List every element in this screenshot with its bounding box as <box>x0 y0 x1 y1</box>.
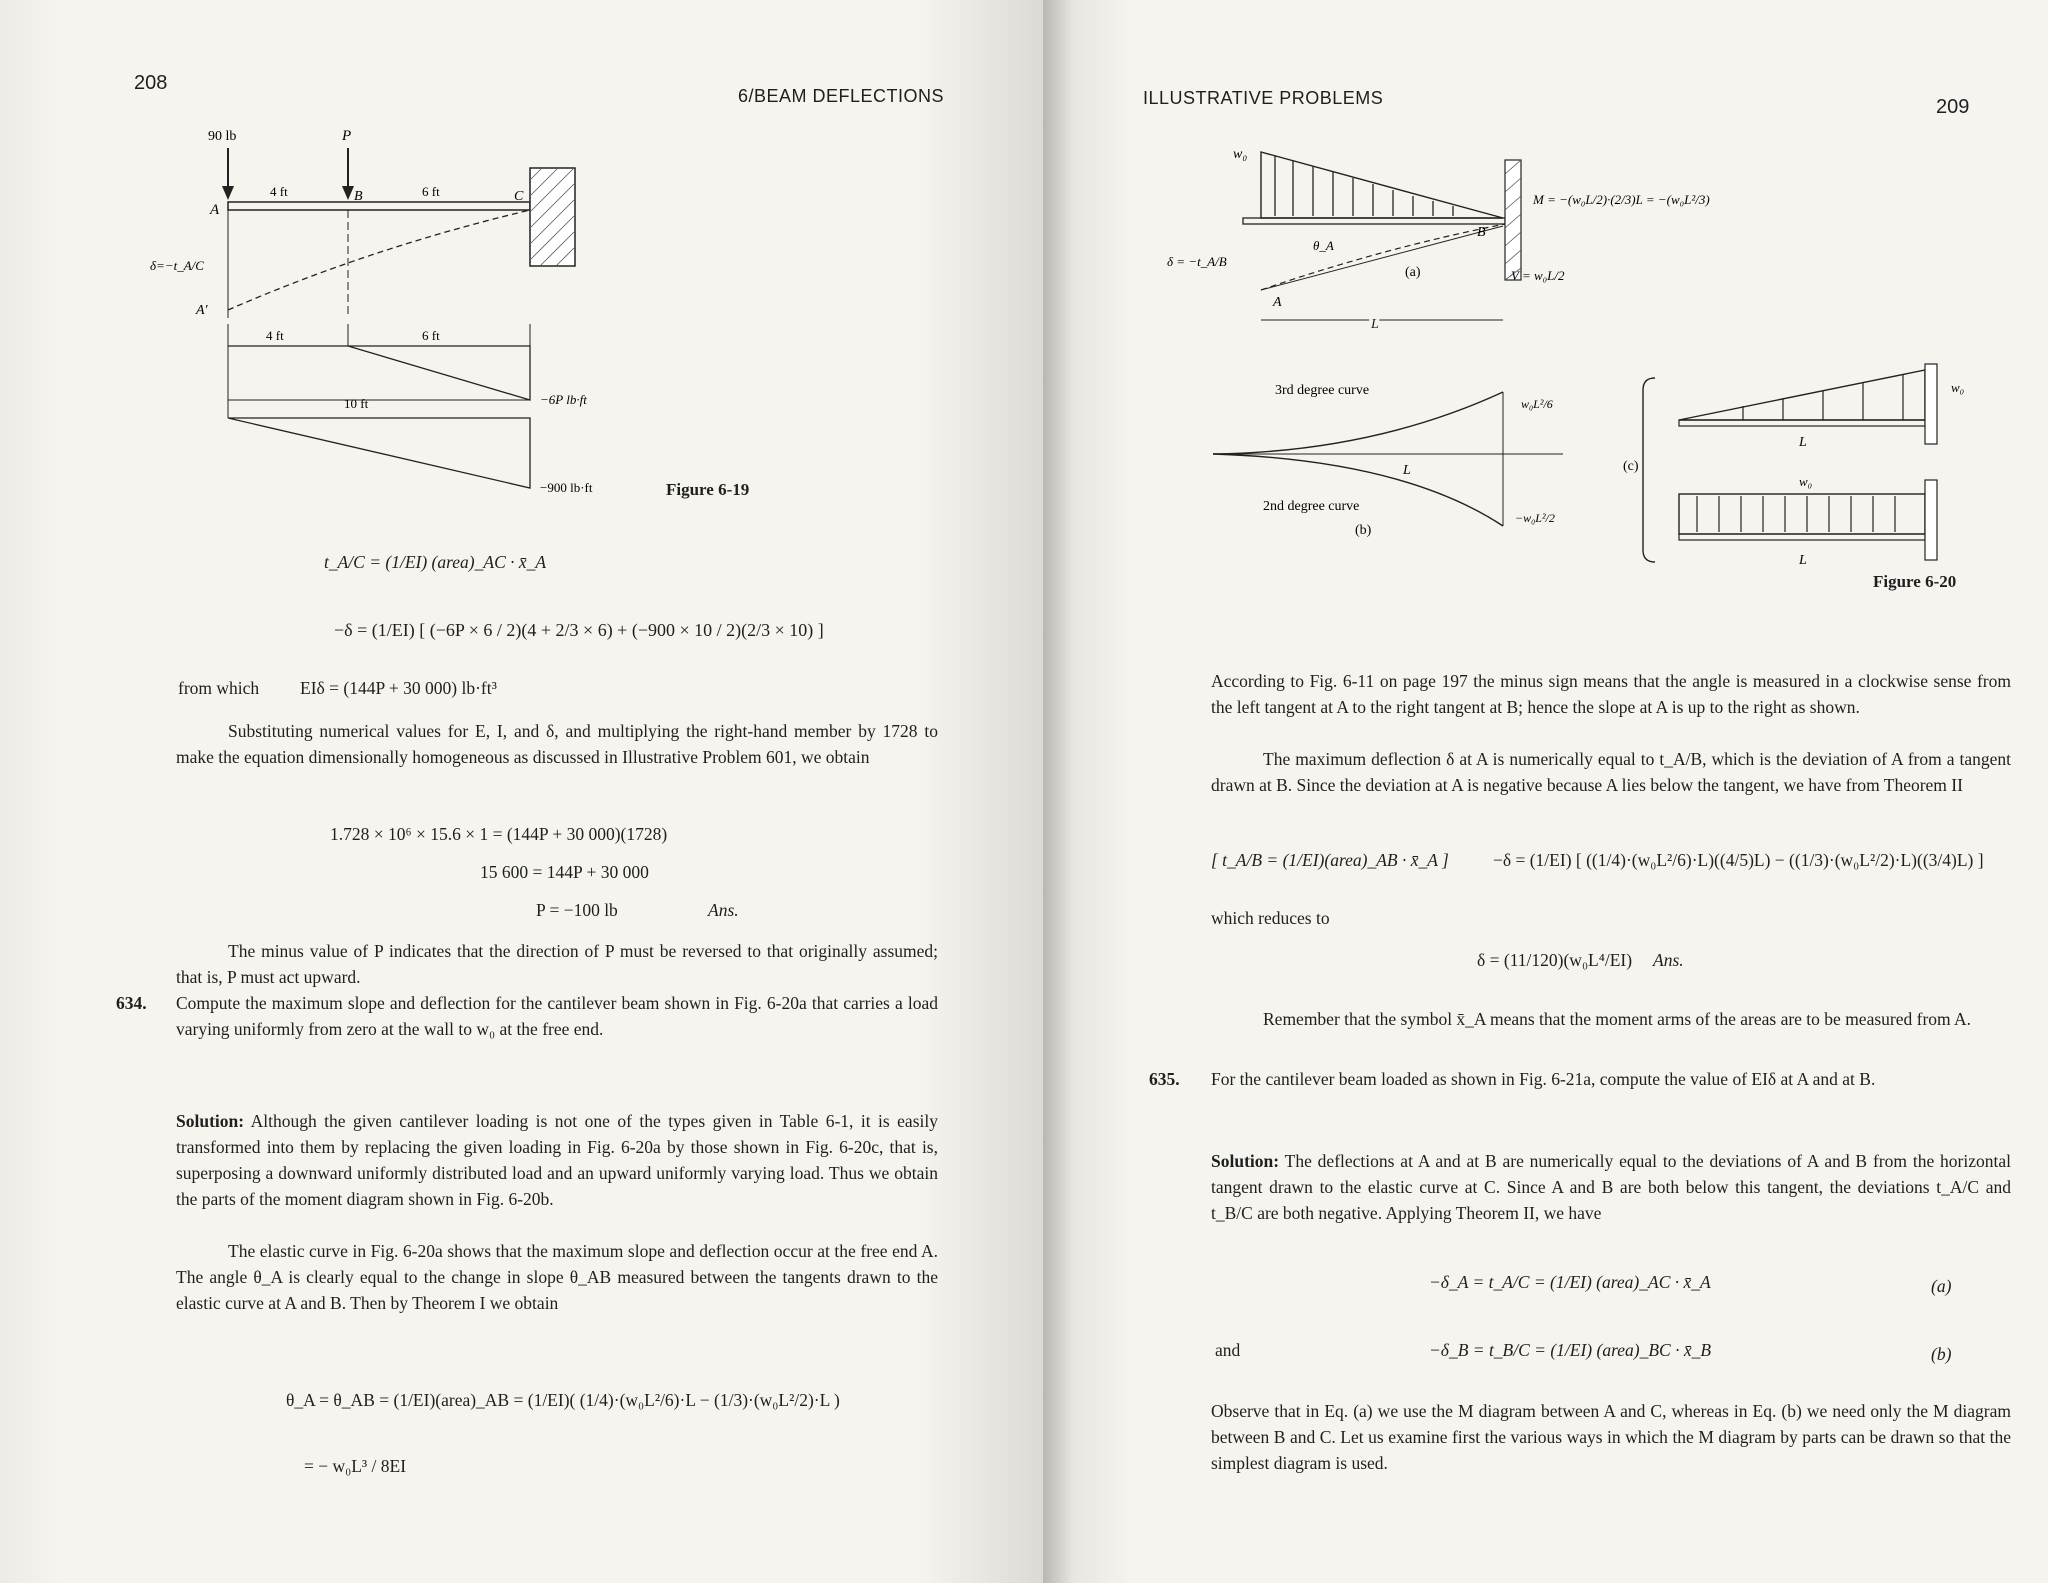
delta-label-a: δ = −t_A/B <box>1167 254 1227 269</box>
point-b-a: B <box>1477 225 1486 240</box>
equation-b-tag: (b) <box>1931 1344 1952 1364</box>
problem-634-text: Compute the maximum slope and deflection for the cantilever beam shown in Fig. 6-20a that carries a load varying uniformly from zero at the wall to w₀ at the free end. <box>176 993 938 1039</box>
equation-3: δ = (11/120)(w₀L⁴/EI) <box>1477 950 1633 970</box>
b-top-value: w₀L²/6 <box>1521 397 1553 411</box>
span-label-3: 4 ft <box>266 328 284 343</box>
load-mid-label: P <box>342 128 352 144</box>
label-a: (a) <box>1405 265 1421 280</box>
problem-634-number: 634. <box>116 993 147 1013</box>
paragraph-2: The maximum deflection δ at A is numerically equal to t_A/B, which is the deviation of A from a tangent drawn at B. Since the deviation at A is negative because A lies below the tangent, we have from Theorem II <box>1211 749 2011 795</box>
solution-635 <box>1211 1148 2011 1226</box>
equation-a: −δ_A = t_A/C = (1/EI) (area)_AC · x̄_A <box>1429 1272 1711 1292</box>
point-a-a: A <box>1273 295 1282 310</box>
equation-4: 1.728 × 10⁶ × 15.6 × 1 = (144P + 30 000)(1728) <box>330 824 668 844</box>
equation-2: −δ = (1/EI) [ (−6P × 6 / 2)(4 + 2/3 × 6) + (−900 × 10 / 2)(2/3 × 10) ] <box>334 620 824 640</box>
b-bottom-value: −w₀L²/2 <box>1515 511 1555 525</box>
problem-635-number: 635. <box>1149 1069 1180 1089</box>
wall-c-bottom <box>1925 480 1937 560</box>
solution-text: The deflections at A and at B are numerically equal to the deviations of A and B from the horizontal tangent drawn to the elastic curve at C. Since A and B are both below this tangent, the deviations t_A/C and t_B/C are both negative. Applying Theorem II, we have <box>1211 1151 2012 1223</box>
paragraph-2: The minus value of P indicates that the direction of P must be reversed to that originally assumed; that is, P must act upward. <box>176 941 938 987</box>
load-triangle-a <box>1261 152 1503 218</box>
moment-label-2: −900 lb·ft <box>540 480 593 495</box>
shear-eq: V = w₀L/2 <box>1511 268 1565 283</box>
running-head: 6/BEAM DEFLECTIONS <box>738 86 945 106</box>
load-arrows-a <box>1275 156 1453 216</box>
beam <box>228 202 530 210</box>
load-arrowhead-b <box>342 186 354 200</box>
c-w0-top: w₀ <box>1951 380 1965 395</box>
equation-6-ans: Ans. <box>708 900 739 920</box>
load-left-label: 90 lb <box>208 129 237 144</box>
beam-c-bottom <box>1679 534 1925 540</box>
reduces-to: which reduces to <box>1211 908 1330 928</box>
paragraph-3: Remember that the symbol x̄_A means that the moment arms of the areas are to be measured from A. <box>1263 1009 1972 1029</box>
moment-diagram-p <box>228 346 530 400</box>
upward-load-triangle <box>1679 370 1925 420</box>
second-degree-curve <box>1213 454 1503 526</box>
third-degree-label: 3rd degree curve <box>1275 383 1370 398</box>
figure-6-20-caption: Figure 6-20 <box>1873 572 1957 591</box>
b-span-label: L <box>1403 463 1411 478</box>
solution-634 <box>176 1108 938 1212</box>
point-a: A <box>210 202 220 218</box>
equation-a-tag: (a) <box>1931 1276 1952 1296</box>
load-arrowhead-a <box>222 186 234 200</box>
equation-1: t_A/C = (1/EI) (area)_AC · x̄_A <box>324 552 547 572</box>
solution-label: Solution: <box>1211 1151 1280 1171</box>
equation-3: EIδ = (144P + 30 000) lb·ft³ <box>300 678 497 698</box>
second-degree-label: 2nd degree curve <box>1263 499 1360 514</box>
point-c: C <box>514 189 524 204</box>
paragraph-4: Observe that in Eq. (a) we use the M diagram between A and C, whereas in Eq. (b) we need only the M diagram between B and C. Let us examine first the various ways in which the M diagram by parts can be drawn so that the simplest diagram is used. <box>1211 1401 2011 1473</box>
wall-c-top <box>1925 364 1937 444</box>
uniform-load-arrows <box>1697 496 1895 532</box>
third-degree-curve <box>1213 392 1503 454</box>
solution-text: Although the given cantilever loading is not one of the types given in Table 6-1, it is easily transformed into them by replacing the given loading in Fig. 6-20a by those shown in Fig. 6-20c, that is, superposing a downward uniformly distributed load and an upward uniformly varying load. Thus we obtain the parts of the moment diagram shown in Fig. 6-20b. <box>176 1111 938 1209</box>
uniform-load-box <box>1679 494 1925 534</box>
beam-c-top <box>1679 420 1925 426</box>
equation-3-prefix: from which <box>178 678 260 698</box>
equation-2: −δ = (1/EI) [ ((1/4)·(w₀L²/6)·L)((4/5)L) − ((1/3)·(w₀L²/2)·L)((3/4)L) ] <box>1493 850 1984 870</box>
moment-eq: M = −(w₀L/2)·(2/3)L = −(w₀L²/3) <box>1533 192 1710 207</box>
equation-7: θ_A = θ_AB = (1/EI)(area)_AB = (1/EI)( (1/4)·(w₀L²/6)·L − (1/3)·(w₀L²/2)·L ) <box>286 1390 840 1410</box>
running-head: ILLUSTRATIVE PROBLEMS <box>1143 88 1384 108</box>
span-label-4: 6 ft <box>422 328 440 343</box>
brace-c <box>1643 378 1655 562</box>
label-c: (c) <box>1623 459 1639 474</box>
equation-5: 15 600 = 144P + 30 000 <box>480 862 649 882</box>
paragraph-1: Substituting numerical values for E, I, and δ, and multiplying the right-hand member by 1728 to make the equation dimensionally homogeneous as discussed in Illustrative Problem 601, we obtain <box>176 721 938 767</box>
w0-a-label: w₀ <box>1233 147 1248 162</box>
c-span-bottom: L <box>1799 553 1807 568</box>
elastic-curve <box>228 210 530 310</box>
equation-8: = − w₀L³ / 8EI <box>304 1456 407 1476</box>
delta-label: δ=−t_A/C <box>150 258 204 273</box>
theta-a-label: θ_A <box>1313 238 1334 253</box>
moment-diagram-90 <box>228 418 530 488</box>
moment-label-1: −6P lb·ft <box>540 392 587 407</box>
solution-label: Solution: <box>176 1111 245 1131</box>
figure-6-19-caption: Figure 6-19 <box>666 480 750 499</box>
equation-1: [ t_A/B = (1/EI)(area)_AB · x̄_A ] <box>1211 850 1449 870</box>
equation-6: P = −100 lb <box>536 900 618 920</box>
page-number: 208 <box>134 72 168 94</box>
span-label-1: 4 ft <box>270 184 288 199</box>
c-w0-bottom: w₀ <box>1799 474 1813 489</box>
page-number: 209 <box>1936 96 1970 118</box>
span-label-2: 6 ft <box>422 184 440 199</box>
figure-6-20 <box>1167 130 2023 580</box>
figure-6-19 <box>150 118 690 518</box>
span-l-a: L <box>1371 317 1379 332</box>
problem-635-text: For the cantilever beam loaded as shown in Fig. 6-21a, compute the value of EIδ at A and at B. <box>1211 1069 1876 1089</box>
beam-a <box>1243 218 1505 224</box>
equation-b: −δ_B = t_B/C = (1/EI) (area)_BC · x̄_B <box>1429 1340 1712 1360</box>
span-total-label: 10 ft <box>344 396 369 411</box>
c-span-top: L <box>1799 435 1807 450</box>
point-a-prime: A′ <box>196 303 208 318</box>
equation-3-ans: Ans. <box>1653 950 1684 970</box>
wall <box>530 168 575 266</box>
and-label: and <box>1215 1340 1241 1360</box>
paragraph-1: According to Fig. 6-11 on page 197 the minus sign means that the angle is measured in a clockwise sense from the left tangent at A to the right tangent at B; hence the slope at A is up to the right as shown. <box>1211 671 2011 717</box>
label-b: (b) <box>1355 523 1372 538</box>
paragraph-3: The elastic curve in Fig. 6-20a shows that the maximum slope and deflection occur at the free end A. The angle θ_A is clearly equal to the change in slope θ_AB measured between the tangents drawn to the elastic curve at A and B. Then by Theorem I we obtain <box>176 1241 938 1313</box>
tangent-a <box>1261 226 1503 290</box>
point-b: B <box>354 189 363 204</box>
right-page <box>1043 0 2048 1583</box>
upward-load-arrows <box>1743 374 1903 420</box>
